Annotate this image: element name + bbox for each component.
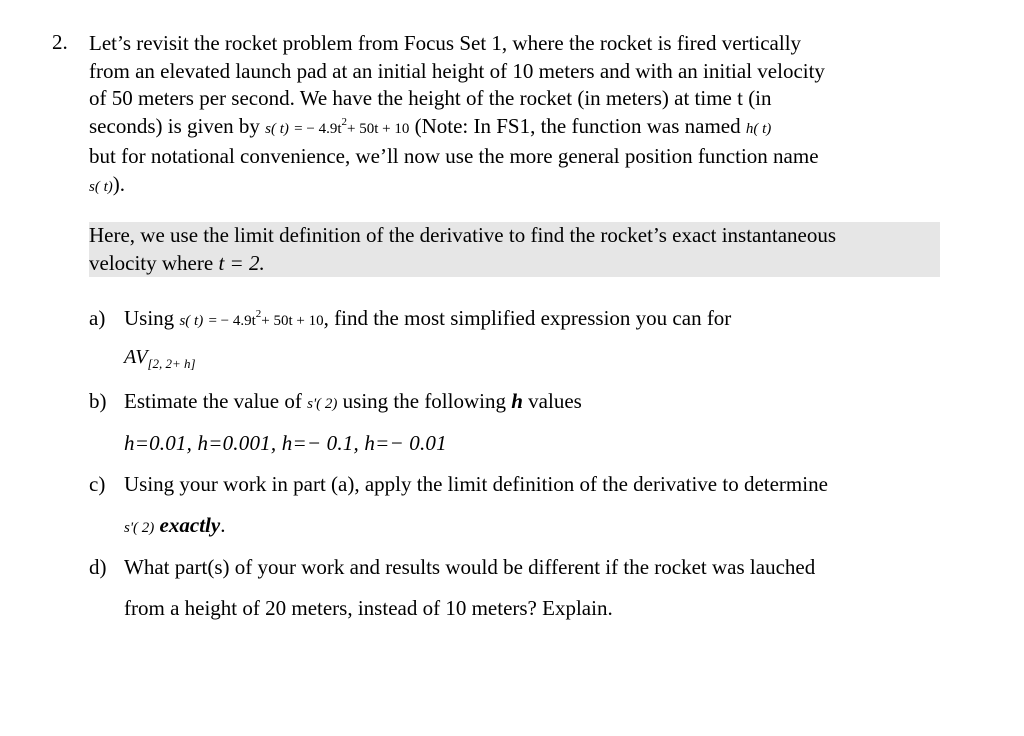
av-main: AV: [124, 346, 148, 368]
part-a-rhs-part2: + 50t + 10: [261, 313, 324, 329]
intro-line-3: of 50 meters per second. We have the height of the rocket (in meters) at time t (in: [89, 86, 772, 110]
part-a-text-after: , find the most simplified expression you can for: [323, 306, 732, 330]
part-b-text: [124, 389, 939, 414]
intro-note: (Note: In FS1, the function was named: [414, 113, 741, 138]
part-a-exponent: 2: [255, 308, 262, 320]
part-c-period: .: [220, 513, 226, 537]
highlighted-instruction: [89, 222, 940, 277]
problem-2: [52, 30, 952, 620]
part-b-text-end: values: [528, 389, 582, 413]
part-a-s-of-t: s( t): [179, 313, 204, 329]
intro-line-4: seconds) is given by: [89, 113, 260, 138]
part-b-label: b): [89, 389, 107, 413]
function-s-of-t-name: s( t): [89, 178, 113, 195]
problem-intro: [89, 30, 952, 201]
part-a-text-before: Using: [124, 306, 175, 330]
part-d: [89, 555, 939, 620]
part-c-second-line: [124, 513, 225, 538]
part-a-label: a): [89, 306, 106, 330]
part-a-rhs-part1: = − 4.9t: [208, 313, 256, 329]
intro-line-1: Let’s revisit the rocket problem from Focus Set 1, where the rocket is fired vertically: [89, 31, 802, 55]
part-b-text-before: Estimate the value of: [124, 389, 302, 413]
function-s-of-t: s( t): [265, 120, 289, 137]
part-a-text: [124, 306, 939, 331]
function-rhs-part1: = − 4.9t: [294, 120, 342, 137]
problem-number: 2.: [52, 30, 68, 54]
part-c-text: Using your work in part (a), apply the limit definition of the derivative to determine: [124, 472, 828, 496]
part-b-s-prime: s'( 2): [307, 396, 338, 412]
part-b-h-word: h: [511, 389, 523, 413]
highlight-line-2: velocity where: [89, 250, 214, 275]
function-h-of-t: h( t): [745, 120, 772, 137]
intro-end: ).: [112, 171, 125, 196]
part-b: [89, 389, 939, 455]
part-a: [89, 306, 939, 371]
part-d-label: d): [89, 555, 107, 579]
intro-line-2: from an elevated launch pad at an initial height of 10 meters and with an initial velocity: [89, 58, 825, 83]
part-c-exactly: exactly: [159, 513, 221, 537]
exponent-2: 2: [341, 115, 347, 128]
part-c-label: c): [89, 472, 106, 496]
part-c-s-prime: s'( 2): [124, 520, 155, 536]
t-equals-2: t = 2.: [218, 250, 265, 275]
av-expression: [124, 344, 196, 369]
part-b-text-after: using the following: [342, 389, 506, 413]
part-c: [89, 472, 939, 537]
intro-line-6: but for notational convenience, we’ll now use the more general position function name: [89, 144, 819, 168]
h-values-list: h=0.01, h=0.001, h=− 0.1, h=− 0.01: [124, 431, 447, 455]
part-d-line-1: What part(s) of your work and results would be different if the rocket was lauched: [124, 555, 816, 579]
av-subscript: [2, 2+ h]: [147, 356, 196, 371]
part-d-line-2: from a height of 20 meters, instead of 10 meters? Explain.: [124, 596, 613, 620]
highlight-line-1: Here, we use the limit definition of the derivative to find the rocket’s exact instantaneous: [89, 223, 837, 247]
function-rhs-part2: + 50t + 10: [347, 120, 410, 137]
